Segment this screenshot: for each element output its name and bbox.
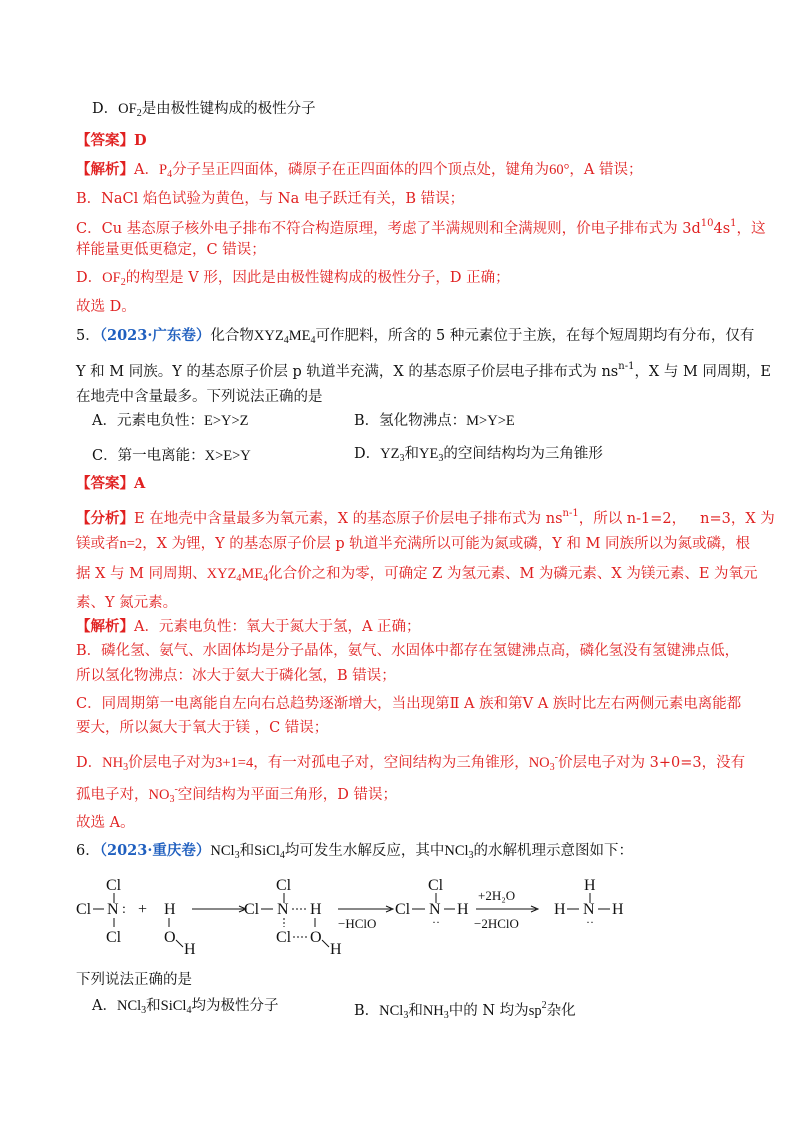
formula-sup: - <box>554 752 558 763</box>
formula: n=2 <box>119 536 143 552</box>
q5-fenxi-l2 <box>76 534 750 554</box>
q5-analysis-a <box>76 617 421 637</box>
formula-sub: 4 <box>263 573 269 584</box>
q5-stem-line3: 在地壳中含量最多。下列说法正确的是 <box>76 389 323 405</box>
answer-value: A <box>134 475 146 492</box>
option-label: A． <box>92 998 117 1014</box>
option-text: 杂化 <box>546 1003 576 1019</box>
text: 和 <box>239 843 255 859</box>
analysis-tag: 【解析】 <box>76 618 134 635</box>
formula-sub: 3 <box>141 1005 147 1016</box>
question-source: （2023·重庆卷） <box>99 842 211 859</box>
q5-fenxi-l3 <box>76 564 758 589</box>
text: 化合物 <box>210 328 254 344</box>
q5-option-a <box>92 411 249 431</box>
superscript: 1 <box>730 218 737 229</box>
atom-cl: Cl <box>76 901 92 918</box>
formula-sub: 3 <box>403 1010 409 1021</box>
formula: NO <box>528 755 550 771</box>
superscript: n-1 <box>562 508 579 519</box>
option-label: D． <box>354 446 381 462</box>
reaction-arrow-2 <box>338 906 393 931</box>
formula: XYZ <box>206 566 237 582</box>
nhcl2-molecule <box>395 877 469 929</box>
atom-cl: Cl <box>395 901 411 918</box>
text: 4s <box>713 221 731 237</box>
text: ，所以 n-1=2， <box>578 511 687 527</box>
formula-sub: 4 <box>283 335 289 346</box>
analysis-tag: 【解析】 <box>76 161 134 178</box>
atom-o: O <box>164 929 176 946</box>
q5-analysis-b1: B．磷化氢、氨气、水固体均是分子晶体，氨气、水固体中都存在氢键沸点高，磷化氢没有氢键沸点低， <box>76 643 740 659</box>
formula: sp <box>528 1003 542 1019</box>
formula-sub: 3 <box>443 1010 449 1021</box>
formula-sub: 4 <box>310 335 316 346</box>
formula-sup: - <box>174 784 178 795</box>
formula-sub: 3 <box>468 850 474 861</box>
formula-sub: 3 <box>399 453 405 464</box>
formula: NH <box>422 1003 444 1019</box>
fenxi-tag: 【分析】 <box>76 510 134 527</box>
text: C．Cu 基态原子核外电子排布不符合构造原理，考虑了半满规则和全满规则，价电子排布式为 3d <box>76 221 701 237</box>
text: ，有一对孤电子对，空间结构为三角锥形， <box>253 755 529 771</box>
formula: ME <box>241 566 264 582</box>
reaction-arrow-1 <box>192 906 246 912</box>
atom-h: H <box>184 941 196 956</box>
formula-sub: 3 <box>549 762 555 773</box>
text: D． <box>76 755 103 771</box>
text: ，X 为 <box>730 511 775 527</box>
angle-value: 60° <box>549 162 570 178</box>
formula-sup: 2 <box>541 1000 547 1011</box>
answer-value: D <box>134 132 147 149</box>
atom-n: N <box>429 901 441 918</box>
svg-text::: : <box>122 902 126 917</box>
text: 可作肥料，所含的 5 种元素位于主族，在每个短周期均有分布，仅有 <box>315 328 755 344</box>
formula: NH <box>102 755 124 771</box>
atom-cl: Cl <box>106 929 122 946</box>
atom-n: N <box>277 901 289 918</box>
option-text: 是由极性键构成的极性分子 <box>141 101 316 117</box>
atom-cl: Cl <box>244 901 260 918</box>
atom-o: O <box>310 929 322 946</box>
atom-n: N <box>107 901 119 918</box>
q4-analysis-a <box>76 160 642 185</box>
text: 的构型是 V 形，因此是由极性键构成的极性分子，D 正确； <box>125 270 510 286</box>
q5-stem-line2 <box>76 357 771 382</box>
option-label: B． <box>354 1003 380 1019</box>
q6-ask: 下列说法正确的是 <box>76 972 192 988</box>
q4-analysis-end: 故选 D。 <box>76 299 136 315</box>
text: 价层电子对为 3+0=3，没有 <box>558 755 746 771</box>
option-text: 均为极性分子 <box>191 998 279 1014</box>
question-source: （2023·广东卷） <box>99 327 211 344</box>
atom-cl: Cl <box>106 877 122 894</box>
answer-tag: 【答案】 <box>76 132 134 149</box>
option-label: D． <box>92 101 119 117</box>
superscript: n-1 <box>618 361 635 372</box>
text: 和 <box>146 998 161 1014</box>
text: 据 X 与 M 同周期、 <box>76 566 207 582</box>
formula: NCl <box>116 998 142 1014</box>
q6-option-a <box>92 996 278 1021</box>
formula: M>Y>E <box>466 413 515 429</box>
text: Y 和 M 同族。Y 的基态原子价层 p 轨道半充满，X 的基态原子价层电子排布式为 ns <box>76 364 619 380</box>
formula-sub: 4 <box>279 850 285 861</box>
q4-analysis-d <box>76 268 510 293</box>
text: 空间结构为平面三角形，D 错误； <box>177 787 398 803</box>
formula: NCl <box>444 843 469 859</box>
formula: P <box>158 162 168 178</box>
formula-sub: 4 <box>167 169 173 180</box>
atom-h: H <box>457 901 469 918</box>
text: A． <box>134 162 159 178</box>
atom-cl: Cl <box>276 929 292 946</box>
text: 镁或者 <box>76 536 120 552</box>
formula-sub: 3 <box>438 453 444 464</box>
atom-h: H <box>584 877 596 894</box>
option-text: 中的 N 均为 <box>448 1003 529 1019</box>
formula: 3+1=4 <box>215 755 254 771</box>
q4-option-d <box>92 99 316 124</box>
plus-sign: + <box>138 901 148 918</box>
q6-stem <box>76 841 633 866</box>
formula: YZ <box>380 446 400 462</box>
atom-cl: Cl <box>428 877 444 894</box>
q5-analysis-end: 故选 A。 <box>76 815 135 831</box>
q6-option-b <box>354 996 576 1026</box>
option-label: C．第一电离能： <box>92 448 205 464</box>
formula-sub: 4 <box>186 1005 192 1016</box>
formula-sub: 2 <box>120 277 126 288</box>
q4-answer <box>76 131 147 151</box>
atom-n: N <box>583 901 595 918</box>
formula: YE <box>418 446 439 462</box>
q5-analysis-c1: C．同周期第一电离能自左向右总趋势逐渐增大，当出现第Ⅱ A 族和第Ⅴ A 族时比左右两侧元素电离能都 <box>76 696 742 712</box>
option-label: A．元素电负性： <box>92 413 204 429</box>
formula: X>E>Y <box>204 448 251 464</box>
ncl3-hydrolysis-scheme <box>76 876 726 956</box>
option-text: 的空间结构均为三角锥形 <box>443 446 603 462</box>
q5-option-d <box>354 444 603 469</box>
text: ，A 错误； <box>569 162 643 178</box>
text: E 在地壳中含量最多为氧元素，X 的基态原子价层电子排布式为 ns <box>134 511 563 527</box>
q5-analysis-b2: 所以氢化物沸点：冰大于氨大于磷化氢，B 错误； <box>76 668 396 684</box>
water-molecule <box>164 901 196 956</box>
q5-fenxi-l1 <box>76 504 775 529</box>
text: 均可发生水解反应，其中 <box>284 843 445 859</box>
arrow-label: −2HClO <box>474 916 519 931</box>
q5-answer <box>76 474 145 494</box>
formula: E>Y>Z <box>203 413 249 429</box>
q5-analysis-d1 <box>76 748 745 778</box>
text: ，X 与 M 同周期，E <box>634 364 772 380</box>
text: 和 <box>408 1003 423 1019</box>
q4-analysis-b: B．NaCl 焰色试验为黄色，与 Na 电子跃迁有关，B 错误； <box>76 191 465 207</box>
atom-h: H <box>164 901 176 918</box>
text: 化合价之和为零，可确定 Z 为氢元素、M 为磷元素、X 为镁元素、E 为氧元 <box>268 566 758 582</box>
atom-h: H <box>554 901 566 918</box>
formula: NO <box>148 787 170 803</box>
text: A．元素电负性：氧大于氮大于氢，A 正确； <box>134 619 421 635</box>
atom-h: H <box>612 901 624 918</box>
nh3-molecule <box>554 877 624 929</box>
q5-fenxi-l4: 素、Y 氮元素。 <box>76 595 178 611</box>
question-number: 6． <box>76 843 100 859</box>
svg-text:··: ·· <box>432 915 440 929</box>
formula: SiCl <box>254 843 280 859</box>
q5-option-c <box>92 446 251 466</box>
svg-text:··: ·· <box>586 915 594 929</box>
arrow-label: +2H₂O <box>478 888 516 903</box>
q5-analysis-d2 <box>76 780 397 810</box>
formula-sub: 2 <box>136 108 142 119</box>
transition-state <box>244 877 342 956</box>
formula: NCl <box>210 843 235 859</box>
formula-sub: 3 <box>169 794 175 805</box>
option-label: B．氢化物沸点： <box>354 413 467 429</box>
q5-option-b <box>354 411 515 431</box>
atom-h: H <box>310 901 322 918</box>
formula-sub: 3 <box>234 850 240 861</box>
answer-tag: 【答案】 <box>76 475 134 492</box>
question-number: 5． <box>76 328 100 344</box>
q4-analysis-c1 <box>76 214 766 239</box>
text: 和 <box>404 446 419 462</box>
text: 的水解机理示意图如下： <box>473 843 634 859</box>
text: D． <box>76 270 103 286</box>
text: 分子呈正四面体，磷原子在正四面体的四个顶点处，键角为 <box>172 162 550 178</box>
superscript: 10 <box>700 218 714 229</box>
formula: OF <box>102 270 121 286</box>
q4-analysis-c2: 样能量更低更稳定，C 错误； <box>76 242 266 258</box>
formula: OF <box>118 101 137 117</box>
q5-analysis-c2: 要大，所以氮大于氧大于镁 ，C 错误； <box>76 720 329 736</box>
formula: ME <box>288 328 311 344</box>
q5-stem-line1 <box>76 326 754 351</box>
reaction-arrow-3 <box>474 888 538 931</box>
arrow-label: −HClO <box>338 916 377 931</box>
formula-sub: 3 <box>123 762 129 773</box>
text: ，X 为锂，Y 的基态原子价层 p 轨道半充满所以可能为氮或磷，Y 和 M 同族所以为氮或磷，根 <box>142 536 751 552</box>
text: 孤电子对， <box>76 787 149 803</box>
text: 价层电子对为 <box>128 755 216 771</box>
formula-sub: 4 <box>236 573 242 584</box>
text: n=3 <box>700 511 731 527</box>
formula: SiCl <box>160 998 187 1014</box>
formula: XYZ <box>253 328 284 344</box>
formula: NCl <box>379 1003 404 1019</box>
atom-h: H <box>330 941 342 956</box>
text: ，这 <box>736 221 766 237</box>
atom-cl: Cl <box>276 877 292 894</box>
ncl3-molecule <box>76 877 126 946</box>
